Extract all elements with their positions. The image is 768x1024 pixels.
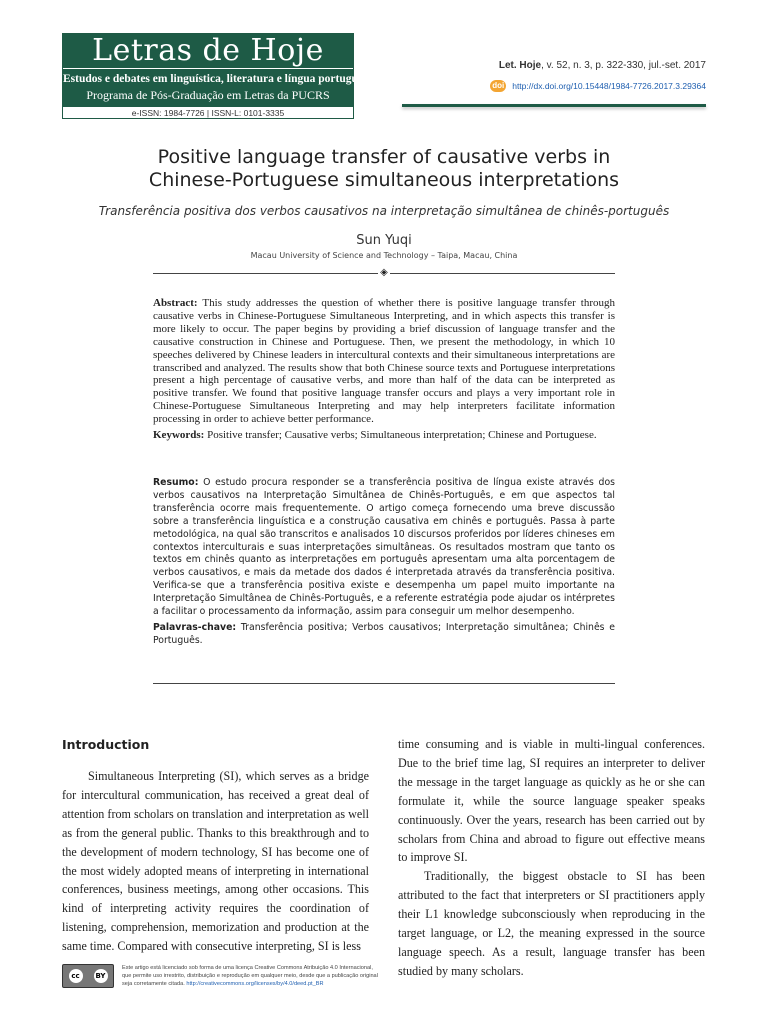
cc-icon: cc [69,969,83,983]
doi-line [490,80,706,92]
by-icon: BY [94,969,108,983]
body-paragraph-continued: time consuming and is viable in multi-lingual conferences. Due to the brief time lag, SI requires an interpreter to deliver the message in the target language as quickly as he or she can formulate it, while the source language speaker speaks continuously. Over the years, research has been carried out by scholars from China and abroad to figure out effective means to improve SI. [398,737,705,865]
divider-ornament-icon: ◈ [378,267,390,279]
article-title-line1: Positive language transfer of causative verbs in [157,146,611,168]
abstract-paragraph [153,297,615,426]
article-title [62,146,706,192]
citation-journal: Let. Hoje [498,60,542,71]
header-rule [402,104,706,107]
keywords-label: Keywords: [153,429,205,442]
body-paragraph: Traditionally, the biggest obstacle to SI has been attributed to the fact that interpreters or SI practitioners apply their L1 knowledge subconsciously when reproducing in the target language, or L2, the meaning expressed in the source language speech. As a result, language transfer has been studied by many scholars. [398,869,705,978]
palavras-chave-text: Transferência positiva; Verbos causativos; Interpretação simultânea; Chinês e Português. [153,621,615,646]
resumo-paragraph [153,477,615,619]
body-column-right [398,735,705,981]
author-name: Sun Yuqi [356,233,412,248]
journal-subtitle: Estudos e debates em linguística, literatura e língua portuguesa [63,73,374,85]
body-paragraph: Simultaneous Interpreting (SI), which serves as a bridge for intercultural communication, has received a great deal of attention from scholars on translation and interpretation as well as from the general public. Thanks to this breakthrough and to the development of modern technology, SI has become one of the most widely adopted means of interpreting in international conferences, business meetings, among other occasions. This kind of interpreting activity requires the coordination of listening, comprehension, memorization and production at the same time. Compared with consecutive interpreting, SI is less [62,769,369,954]
journal-subtitle-band [63,69,374,107]
journal-masthead [62,33,374,119]
resumo-label: Resumo: [153,477,199,488]
license-footer [62,964,382,988]
citation [499,60,706,71]
doi-link[interactable]: http://dx.doi.org/10.15448/1984-7726.2017.3.29364 [512,81,706,91]
body-column-left [62,737,369,956]
abstract [153,297,615,442]
license-text [122,964,378,988]
section-heading-introduction: Introduction [62,737,150,752]
abstract-text: This study addresses the question of whether there is positive language transfer through causative verbs in Chinese-Portuguese Simultaneous Interpreting, and in which aspects this transfer is more likely to occur. The paper begins by providing a brief discussion of language transfer and the causative construction in Chinese and Portuguese. Then, we present the methodology, in which 10 speeches delivered by Chinese leaders in intercultural contexts and their simultaneous interpretations are transcribed and analyzed. The results show that both Chinese source texts and Portuguese interpretations present a high percentage of causative verbs, and more than half of the data can be interpreted as positive transfer. We found that positive language transfer occurs and plays a very important role in Chinese-Portuguese Simultaneous Interpreting and may help interpreters facilitate information processing in order to achieve better performance. [153,297,615,426]
abstract-label: Abstract: [153,297,198,309]
journal-title: Letras de Hoje [63,34,353,68]
license-link[interactable]: http://creativecommons.org/licenses/by/4.0/deed.pt_BR [186,981,324,987]
article-title-portuguese: Transferência positiva dos verbos causativos na interpretação simultânea de chinês-português [98,204,670,218]
license-statement: Este artigo está licenciado sob forma de uma licença Creative Commons Atribuição 4.0 Internacional, que permite uso irrestrito, distribuição e reprodução em qualquer meio, desde que a publicação original seja corretamente citada. [122,965,378,987]
creative-commons-icon[interactable] [62,964,114,988]
abstract-keywords [153,429,615,442]
citation-details: , v. 52, n. 3, p. 322-330, jul.-set. 2017 [541,60,706,71]
resumo [153,477,615,648]
resumo-keywords [153,622,615,648]
keywords-text: Positive transfer; Causative verbs; Simultaneous interpretation; Chinese and Portuguese. [204,429,597,442]
resumo-text: O estudo procura responder se a transferência positiva de língua existe através dos verbos causativos na Interpretação Simultânea de Chinês-Português, e em que aspectos tal transferência ocorre mais frequentemente. O artigo começa fornecendo uma breve discussão sobre a transferência linguística e a construção causativa em chinês e português. Passa à parte metodológica, na qual são transcritos e analisados 10 discursos proferidos por líderes chineses em contextos interculturais e suas interpretações simultâneas. Os resultados mostram que tanto os textos em chinês quanto as interpretações em português apresentam uma alta porcentagem de verbos causativos, e mais da metade dos dados é interpretada através da transferência positiva. Verifica-se que a transferência positiva existe e desempenha um papel muito importante na Interpretação Simultânea de Chinês-Português, e a referente estratégia pode ajudar os intérpretes a facilitar o processamento da informação, assim para conseguir um melhor desempenho. [153,477,615,618]
author-affiliation: Macau University of Science and Technology – Taipa, Macau, China [250,251,518,260]
doi-icon: doi [492,81,505,90]
divider-bottom [153,683,615,684]
journal-issn: e-ISSN: 1984-7726 | ISSN-L: 0101-3335 [131,108,285,118]
journal-program: Programa de Pós-Graduação em Letras da PUCRS [86,88,330,102]
palavras-chave-label: Palavras-chave: [153,621,237,633]
article-title-line2: Chinese-Portuguese simultaneous interpretations [148,169,620,191]
